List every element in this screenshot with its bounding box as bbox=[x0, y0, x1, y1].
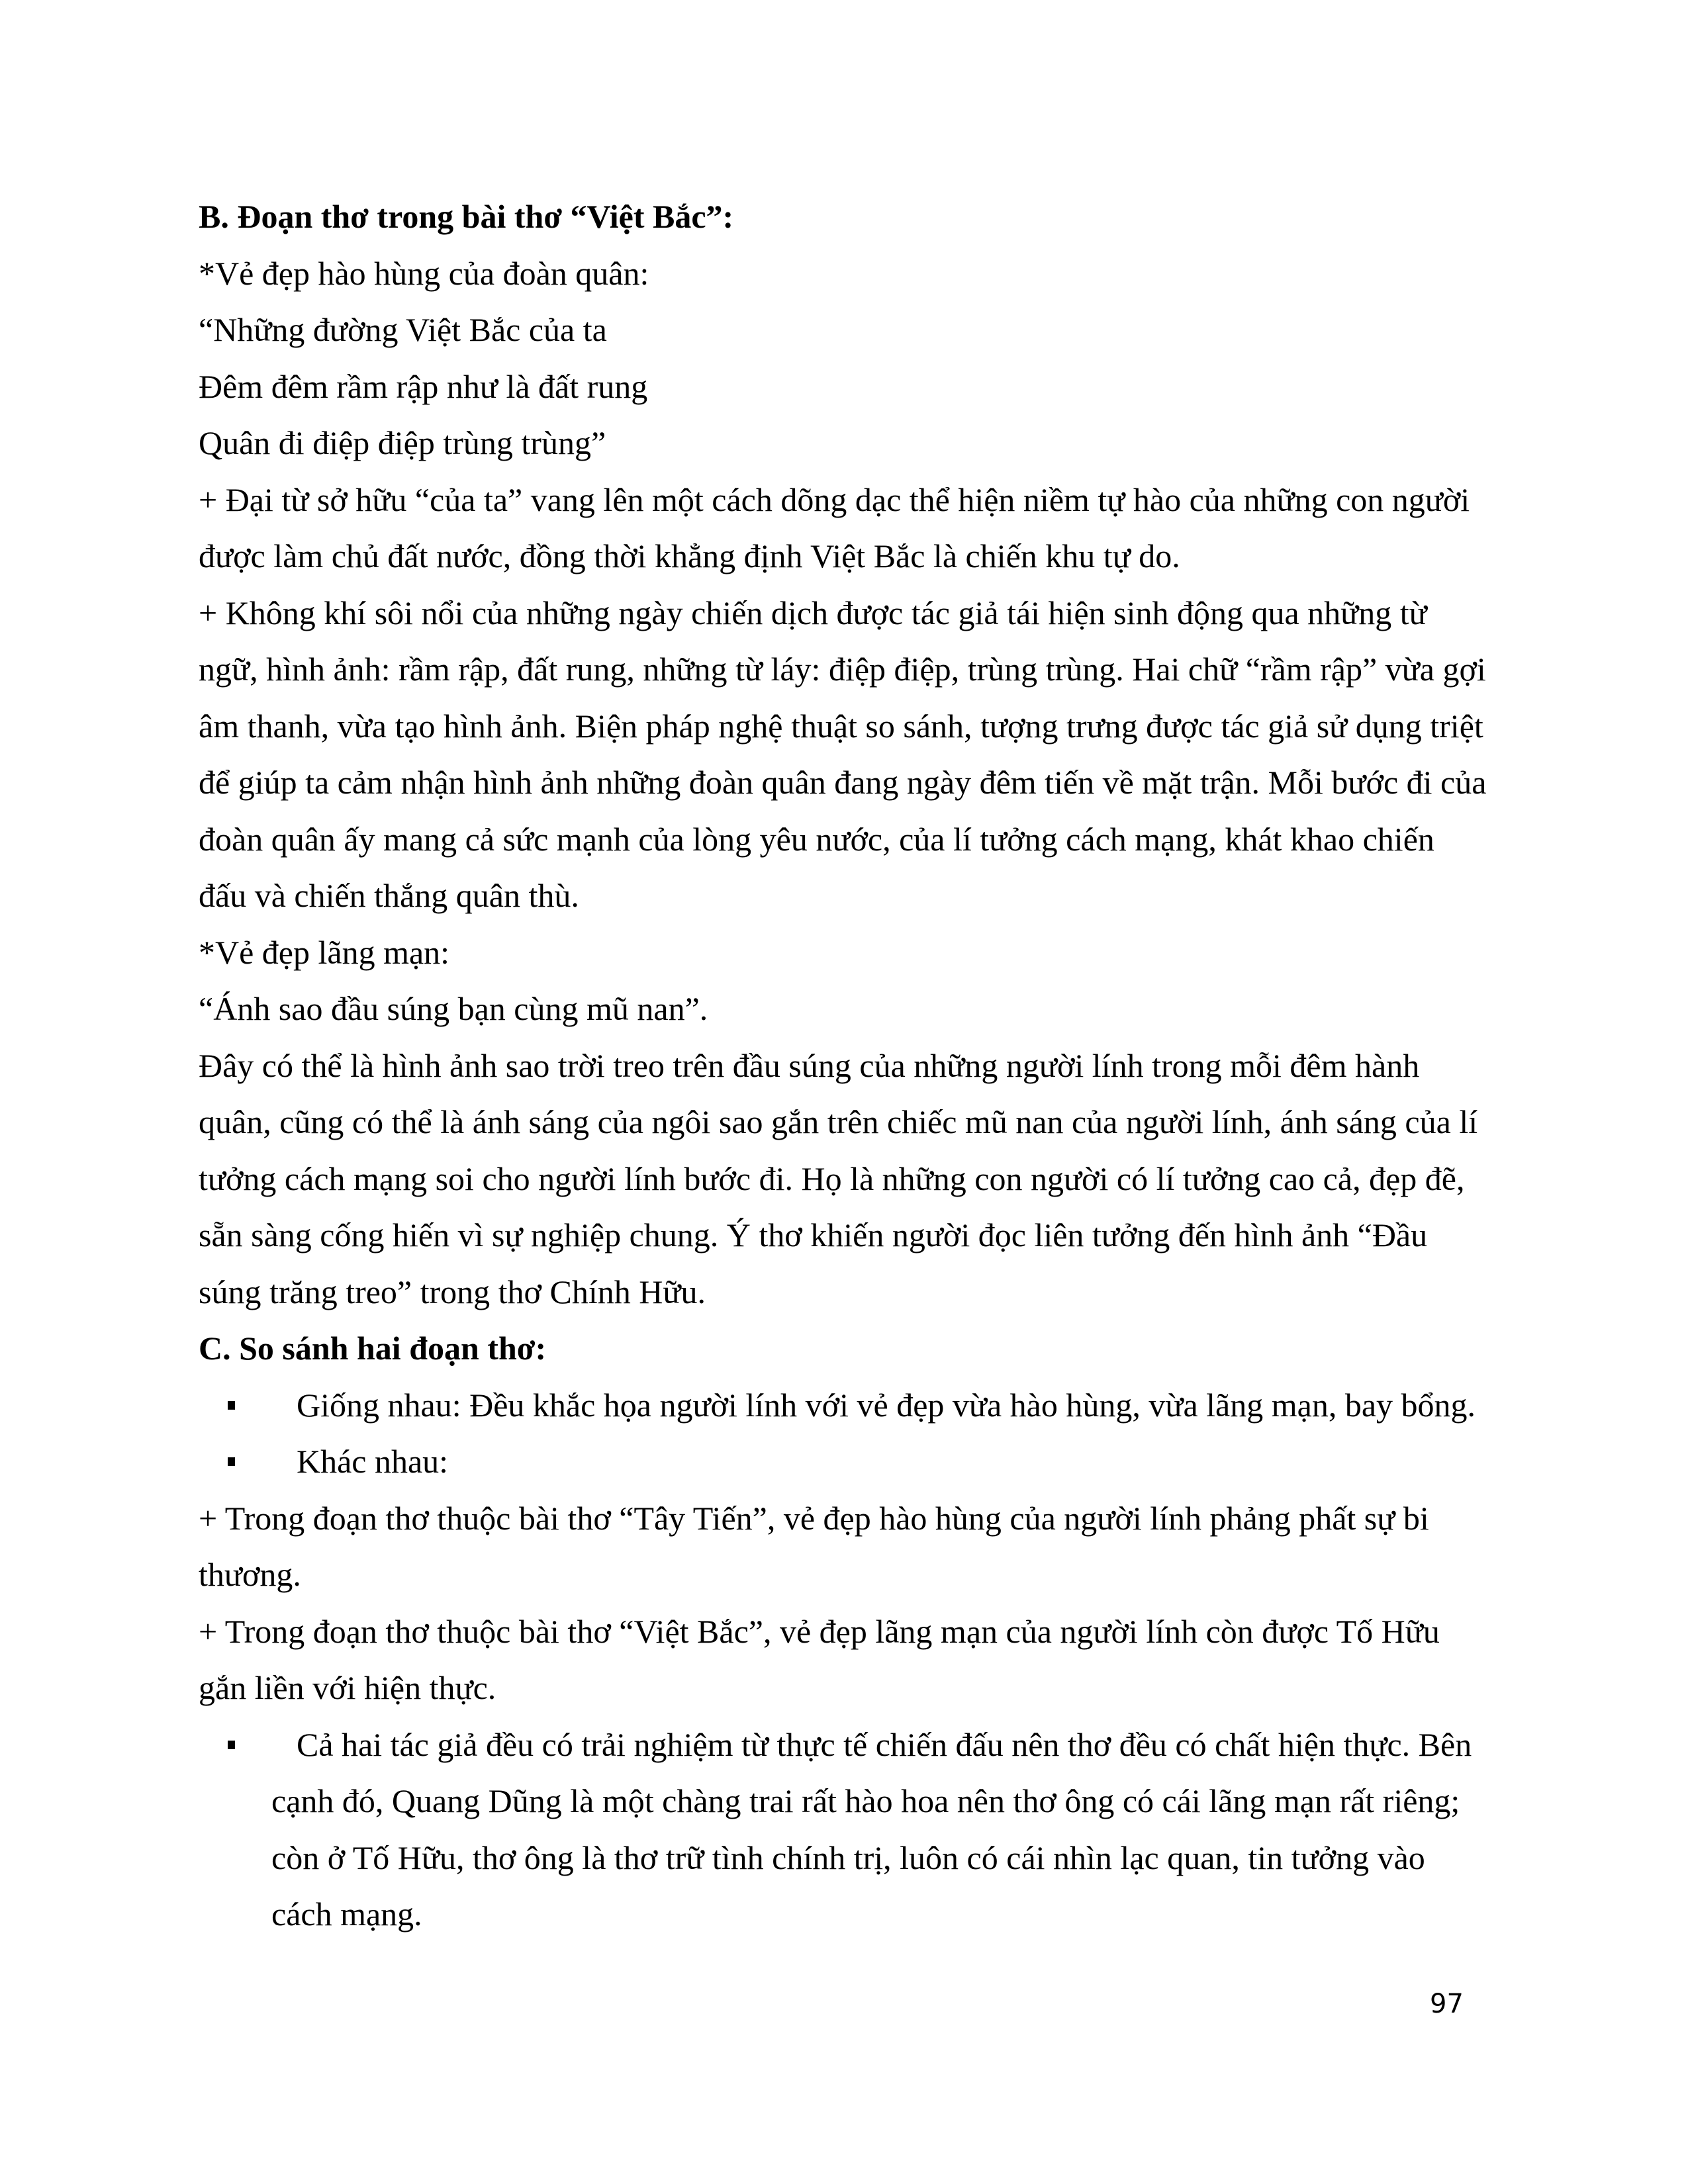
line-text: còn ở Tố Hữu, thơ ông là thơ trữ tình chính trị, luôn có cái nhìn lạc quan, tin tưởng vào bbox=[271, 1839, 1425, 1876]
line-text: “Ánh sao đầu súng bạn cùng mũ nan”. bbox=[199, 990, 708, 1027]
square-bullet-icon bbox=[228, 1741, 235, 1749]
line-text: *Vẻ đẹp lãng mạn: bbox=[199, 933, 450, 971]
text-line bbox=[199, 1151, 1496, 1208]
line-text: đoàn quân ấy mang cả sức mạnh của lòng yêu nước, của lí tưởng cách mạng, khát khao chiến bbox=[199, 820, 1434, 858]
bullet-item bbox=[199, 1433, 1496, 1490]
text-line bbox=[199, 1830, 1496, 1887]
line-text: + Trong đoạn thơ thuộc bài thơ “Việt Bắc”, vẻ đẹp lãng mạn của người lính còn được Tố Hữu bbox=[199, 1612, 1440, 1650]
text-line bbox=[199, 1094, 1496, 1151]
line-text: Giống nhau: Đều khắc họa người lính với vẻ đẹp vừa hào hùng, vừa lãng mạn, bay bổng. bbox=[297, 1386, 1476, 1424]
text-line bbox=[199, 1490, 1496, 1547]
line-text: súng trăng treo” trong thơ Chính Hữu. bbox=[199, 1273, 706, 1310]
line-text: B. Đoạn thơ trong bài thơ “Việt Bắc”: bbox=[199, 198, 734, 235]
line-text: Cả hai tác giả đều có trải nghiệm từ thực tế chiến đấu nên thơ đều có chất hiện thực. Bên bbox=[297, 1725, 1472, 1763]
text-line bbox=[199, 415, 1496, 472]
line-text: Đây có thể là hình ảnh sao trời treo trên đầu súng của những người lính trong mỗi đêm hành bbox=[199, 1046, 1420, 1084]
line-text: + Đại từ sở hữu “của ta” vang lên một cách dõng dạc thể hiện niềm tự hào của những con người bbox=[199, 480, 1470, 518]
line-text: ngữ, hình ảnh: rầm rập, đất rung, những từ láy: điệp điệp, trùng trùng. Hai chữ “rầm rập” vừa gợi bbox=[199, 651, 1486, 688]
line-text: tưởng cách mạng soi cho người lính bước đi. Họ là những con người có lí tưởng cao cả, đẹp đẽ, bbox=[199, 1160, 1465, 1197]
line-text: âm thanh, vừa tạo hình ảnh. Biện pháp nghệ thuật so sánh, tượng trưng được tác giả sử dụng triệt bbox=[199, 707, 1483, 745]
line-text: đấu và chiến thắng quân thù. bbox=[199, 877, 579, 914]
text-line bbox=[199, 1604, 1496, 1661]
document-body bbox=[199, 189, 1496, 1943]
text-line bbox=[199, 1264, 1496, 1321]
bullet-item bbox=[199, 1377, 1496, 1434]
text-line bbox=[199, 1207, 1496, 1264]
text-line bbox=[199, 472, 1496, 529]
text-line bbox=[199, 528, 1496, 585]
line-text: C. So sánh hai đoạn thơ: bbox=[199, 1330, 547, 1367]
text-line bbox=[199, 302, 1496, 359]
section-heading bbox=[199, 189, 1496, 246]
line-text: để giúp ta cảm nhận hình ảnh những đoàn quân đang ngày đêm tiến về mặt trận. Mỗi bước đi của bbox=[199, 764, 1487, 801]
text-line bbox=[199, 925, 1496, 981]
line-text: Đêm đêm rầm rập như là đất rung bbox=[199, 367, 648, 405]
text-line bbox=[199, 359, 1496, 416]
text-line bbox=[199, 1773, 1496, 1830]
section-heading bbox=[199, 1320, 1496, 1377]
text-line bbox=[199, 754, 1496, 811]
text-line bbox=[199, 698, 1496, 755]
text-line bbox=[199, 1038, 1496, 1095]
text-line bbox=[199, 811, 1496, 868]
text-line bbox=[199, 246, 1496, 302]
line-text: + Trong đoạn thơ thuộc bài thơ “Tây Tiến”, vẻ đẹp hào hùng của người lính phảng phất sự bi bbox=[199, 1499, 1429, 1537]
bullet-item bbox=[199, 1717, 1496, 1774]
text-line bbox=[199, 868, 1496, 925]
line-text: gắn liền với hiện thực. bbox=[199, 1669, 496, 1706]
line-text: *Vẻ đẹp hào hùng của đoàn quân: bbox=[199, 254, 649, 292]
line-text: sẵn sàng cống hiến vì sự nghiệp chung. Ý thơ khiến người đọc liên tưởng đến hình ảnh “Đầu bbox=[199, 1216, 1428, 1253]
text-line bbox=[199, 981, 1496, 1038]
square-bullet-icon bbox=[228, 1457, 235, 1466]
line-text: + Không khí sôi nổi của những ngày chiến dịch được tác giả tái hiện sinh động qua những từ bbox=[199, 594, 1427, 631]
text-line bbox=[199, 585, 1496, 642]
line-text: thương. bbox=[199, 1556, 301, 1593]
text-line bbox=[199, 1660, 1496, 1717]
text-line bbox=[199, 641, 1496, 698]
line-text: quân, cũng có thể là ánh sáng của ngôi sao gắn trên chiếc mũ nan của người lính, ánh sáng của lí bbox=[199, 1103, 1478, 1140]
line-text: được làm chủ đất nước, đồng thời khẳng định Việt Bắc là chiến khu tự do. bbox=[199, 537, 1180, 574]
line-text: Khác nhau: bbox=[297, 1443, 449, 1480]
square-bullet-icon bbox=[228, 1401, 235, 1410]
page-number: 97 bbox=[1430, 1989, 1464, 2019]
text-line bbox=[199, 1886, 1496, 1943]
line-text: “Những đường Việt Bắc của ta bbox=[199, 311, 607, 348]
line-text: cạnh đó, Quang Dũng là một chàng trai rất hào hoa nên thơ ông có cái lãng mạn rất riêng; bbox=[271, 1782, 1460, 1819]
text-line bbox=[199, 1547, 1496, 1604]
line-text: cách mạng. bbox=[271, 1895, 422, 1933]
line-text: Quân đi điệp điệp trùng trùng” bbox=[199, 424, 606, 461]
